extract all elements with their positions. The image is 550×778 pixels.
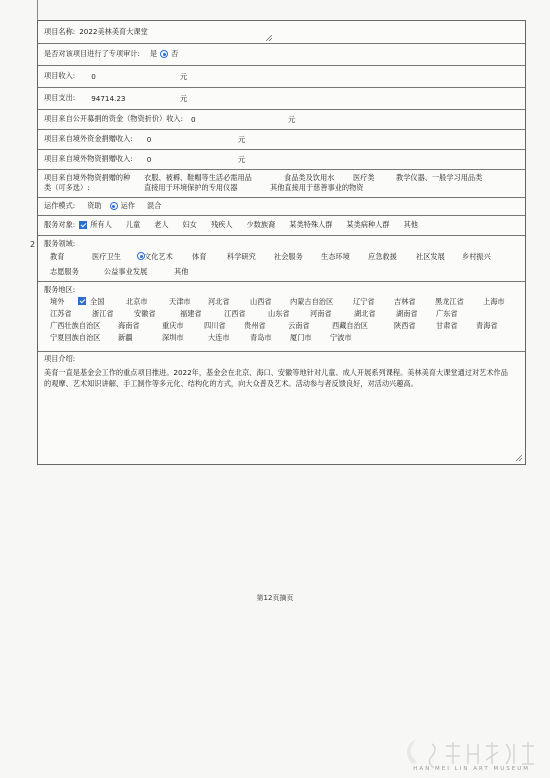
checkbox-icon[interactable] [78, 297, 86, 305]
region-option[interactable]: 陕西省 [394, 321, 416, 330]
checkbox-icon[interactable] [79, 221, 87, 229]
foreign-goods-row [38, 149, 525, 170]
foreign-funds-unit: 元 [238, 135, 246, 144]
field-option[interactable]: 志愿服务 [50, 267, 79, 276]
audit-no-label: 否 [171, 49, 179, 58]
page-footer: 第12页摘页 [256, 594, 294, 602]
income-label: 项目收入: [44, 71, 76, 80]
region-option[interactable]: 青海省 [476, 321, 498, 330]
service-region-label: 服务地区: [44, 285, 76, 294]
operation-label: 运作模式: [44, 201, 76, 210]
service-target-option[interactable]: 妇女 [182, 220, 197, 229]
region-option[interactable]: 新疆 [118, 333, 133, 342]
service-region-row [38, 281, 525, 352]
region-option[interactable]: 黑龙江省 [435, 297, 464, 306]
public-fundraising-row [38, 109, 525, 130]
region-option[interactable]: 贵州省 [244, 321, 266, 330]
foreign-goods-label: 项目来自境外物资捐赠收入: [44, 154, 133, 163]
service-target-label: 服务对象: [44, 220, 76, 229]
expense-row [38, 87, 525, 110]
operation-radio[interactable] [110, 202, 118, 210]
operation-option[interactable]: 混合 [146, 201, 162, 210]
field-option[interactable]: 公益事业发展 [104, 267, 148, 276]
project-name-row [38, 21, 525, 44]
field-option[interactable]: 社区发展 [416, 252, 445, 261]
project-form [37, 20, 526, 465]
foreign-funds-row [38, 129, 525, 150]
region-option[interactable]: 甘肃省 [436, 321, 458, 330]
field-option[interactable]: 文化艺术 [144, 252, 173, 261]
goods-option[interactable]: 食品类及饮用水 [284, 173, 335, 182]
region-option[interactable]: 福建省 [180, 309, 202, 318]
region-option[interactable]: 江西省 [224, 309, 246, 318]
region-option[interactable]: 天津市 [169, 297, 191, 306]
audit-yes-label: 是 [149, 49, 158, 58]
special-audit-row [38, 43, 525, 66]
region-option[interactable]: 河北省 [208, 297, 230, 306]
left-border-line [37, 0, 38, 20]
region-option[interactable]: 浙江省 [92, 309, 114, 318]
region-option[interactable]: 宁波市 [330, 333, 352, 342]
region-option[interactable]: 四川省 [204, 321, 226, 330]
resize-icon [266, 35, 272, 41]
public-fundraising-label: 项目来自公开募捐的资金（物资折价）收入: [44, 114, 183, 123]
service-field-label: 服务领域: [44, 239, 76, 248]
special-audit-label: 是否对该项目进行了专项审计: [44, 49, 140, 58]
operation-row [38, 197, 525, 216]
income-value[interactable]: 0 [91, 71, 96, 81]
field-option[interactable]: 生态环境 [321, 252, 350, 261]
field-option[interactable]: 应急救援 [368, 252, 397, 261]
field-option[interactable]: 科学研究 [227, 252, 256, 261]
service-target-row [38, 215, 525, 236]
service-target-option[interactable]: 残疾人 [210, 220, 233, 229]
field-option[interactable]: 社会服务 [274, 252, 303, 261]
income-unit: 元 [180, 72, 188, 81]
region-option[interactable]: 吉林省 [394, 297, 416, 306]
region-option[interactable]: 河南省 [310, 309, 332, 318]
field-option[interactable]: 医疗卫生 [92, 252, 121, 261]
expense-value[interactable]: 94714.23 [91, 93, 126, 103]
foreign-funds-value[interactable]: 0 [146, 134, 152, 144]
goods-option[interactable]: 直接用于环境保护的专用仪器 [144, 183, 238, 192]
goods-option[interactable]: 其他直接用于慈善事业的物资 [270, 183, 364, 192]
intro-text[interactable]: 美育一直是基金会工作的重点项目推进。2022年，基金会在北京、海口、安徽等地针对儿童、成人开展系列课程。美林美育大课堂通过对艺术作品的观摩、艺术知识讲解、手工制作等多元化、结构化的方式，向大众普及艺术。活动参与者反馈良好，对活动兴趣高。 [44, 368, 508, 388]
goods-types-label-line2: 类（可多选）: [44, 183, 90, 192]
income-row [38, 65, 525, 88]
region-option[interactable]: 境外 [50, 297, 65, 306]
operation-option[interactable]: 运作 [120, 201, 135, 210]
region-option[interactable]: 山东省 [268, 309, 290, 318]
region-option[interactable]: 上海市 [483, 297, 505, 306]
region-option[interactable]: 全国 [90, 297, 105, 306]
region-option[interactable]: 湖南省 [396, 309, 418, 318]
foreign-funds-label: 项目来自境外资金捐赠收入: [44, 134, 133, 143]
service-target-option[interactable]: 某类病种人群 [346, 220, 390, 229]
goods-option[interactable]: 教学仪器、一般学习用品类 [396, 173, 483, 182]
region-option[interactable]: 深圳市 [162, 333, 184, 342]
region-option[interactable]: 大连市 [208, 333, 230, 342]
region-option[interactable]: 内蒙古自治区 [290, 297, 334, 306]
service-target-option[interactable]: 其他 [403, 220, 418, 229]
field-option[interactable]: 乡村振兴 [462, 252, 491, 261]
public-fundraising-value[interactable]: 0 [191, 114, 196, 124]
region-option[interactable]: 云南省 [288, 321, 310, 330]
goods-option[interactable]: 衣服、被褥、鞋帽等生活必需用品 [144, 173, 252, 182]
region-option[interactable]: 辽宁省 [353, 297, 375, 306]
region-option[interactable]: 海南省 [118, 321, 140, 330]
region-option[interactable]: 广东省 [436, 309, 458, 318]
region-option[interactable]: 广西壮族自治区 [50, 321, 101, 330]
foreign-goods-value[interactable]: 0 [146, 154, 152, 164]
service-target-option[interactable]: 某类特殊人群 [289, 220, 333, 229]
region-option[interactable]: 安徽省 [134, 309, 156, 318]
side-mark: 2 [30, 240, 36, 249]
field-option[interactable]: 教育 [50, 252, 65, 261]
intro-label: 项目介绍: [44, 354, 76, 363]
expense-unit: 元 [180, 94, 188, 103]
region-option[interactable]: 湖北省 [354, 309, 376, 318]
goods-option[interactable]: 医疗类 [353, 173, 375, 182]
region-option[interactable]: 宁夏回族自治区 [50, 333, 101, 342]
audit-radio[interactable] [160, 50, 168, 58]
operation-option[interactable]: 资助 [87, 201, 102, 210]
watermark-text: HAN MEI LIN ART MUSEUM [413, 766, 530, 772]
goods-types-label-line1: 项目来自境外物资捐赠的种 [44, 173, 131, 182]
resize-icon [516, 455, 522, 461]
service-field-row [38, 235, 525, 282]
region-option[interactable]: 北京市 [126, 297, 148, 306]
region-option[interactable]: 西藏自治区 [332, 321, 368, 330]
public-fundraising-unit: 元 [288, 115, 296, 124]
foreign-goods-unit: 元 [238, 155, 246, 164]
expense-label: 项目支出: [44, 93, 76, 102]
region-option[interactable]: 山西省 [250, 297, 272, 306]
service-target-option[interactable]: 儿童 [125, 220, 141, 229]
region-option[interactable]: 厦门市 [290, 333, 312, 342]
field-option[interactable]: 其他 [174, 267, 189, 276]
region-option[interactable]: 重庆市 [162, 321, 184, 330]
region-option[interactable]: 江苏省 [50, 309, 72, 318]
service-target-option[interactable]: 老人 [154, 220, 169, 229]
project-name-value[interactable]: 2022美林美育大课堂 [79, 27, 148, 36]
goods-types-row [38, 169, 525, 198]
region-option[interactable]: 青岛市 [250, 333, 272, 342]
field-option[interactable]: 体育 [192, 252, 207, 261]
service-target-option[interactable]: 所有人 [90, 220, 112, 229]
service-target-option[interactable]: 少数族裔 [246, 220, 276, 229]
project-name-label: 项目名称: [44, 27, 76, 36]
